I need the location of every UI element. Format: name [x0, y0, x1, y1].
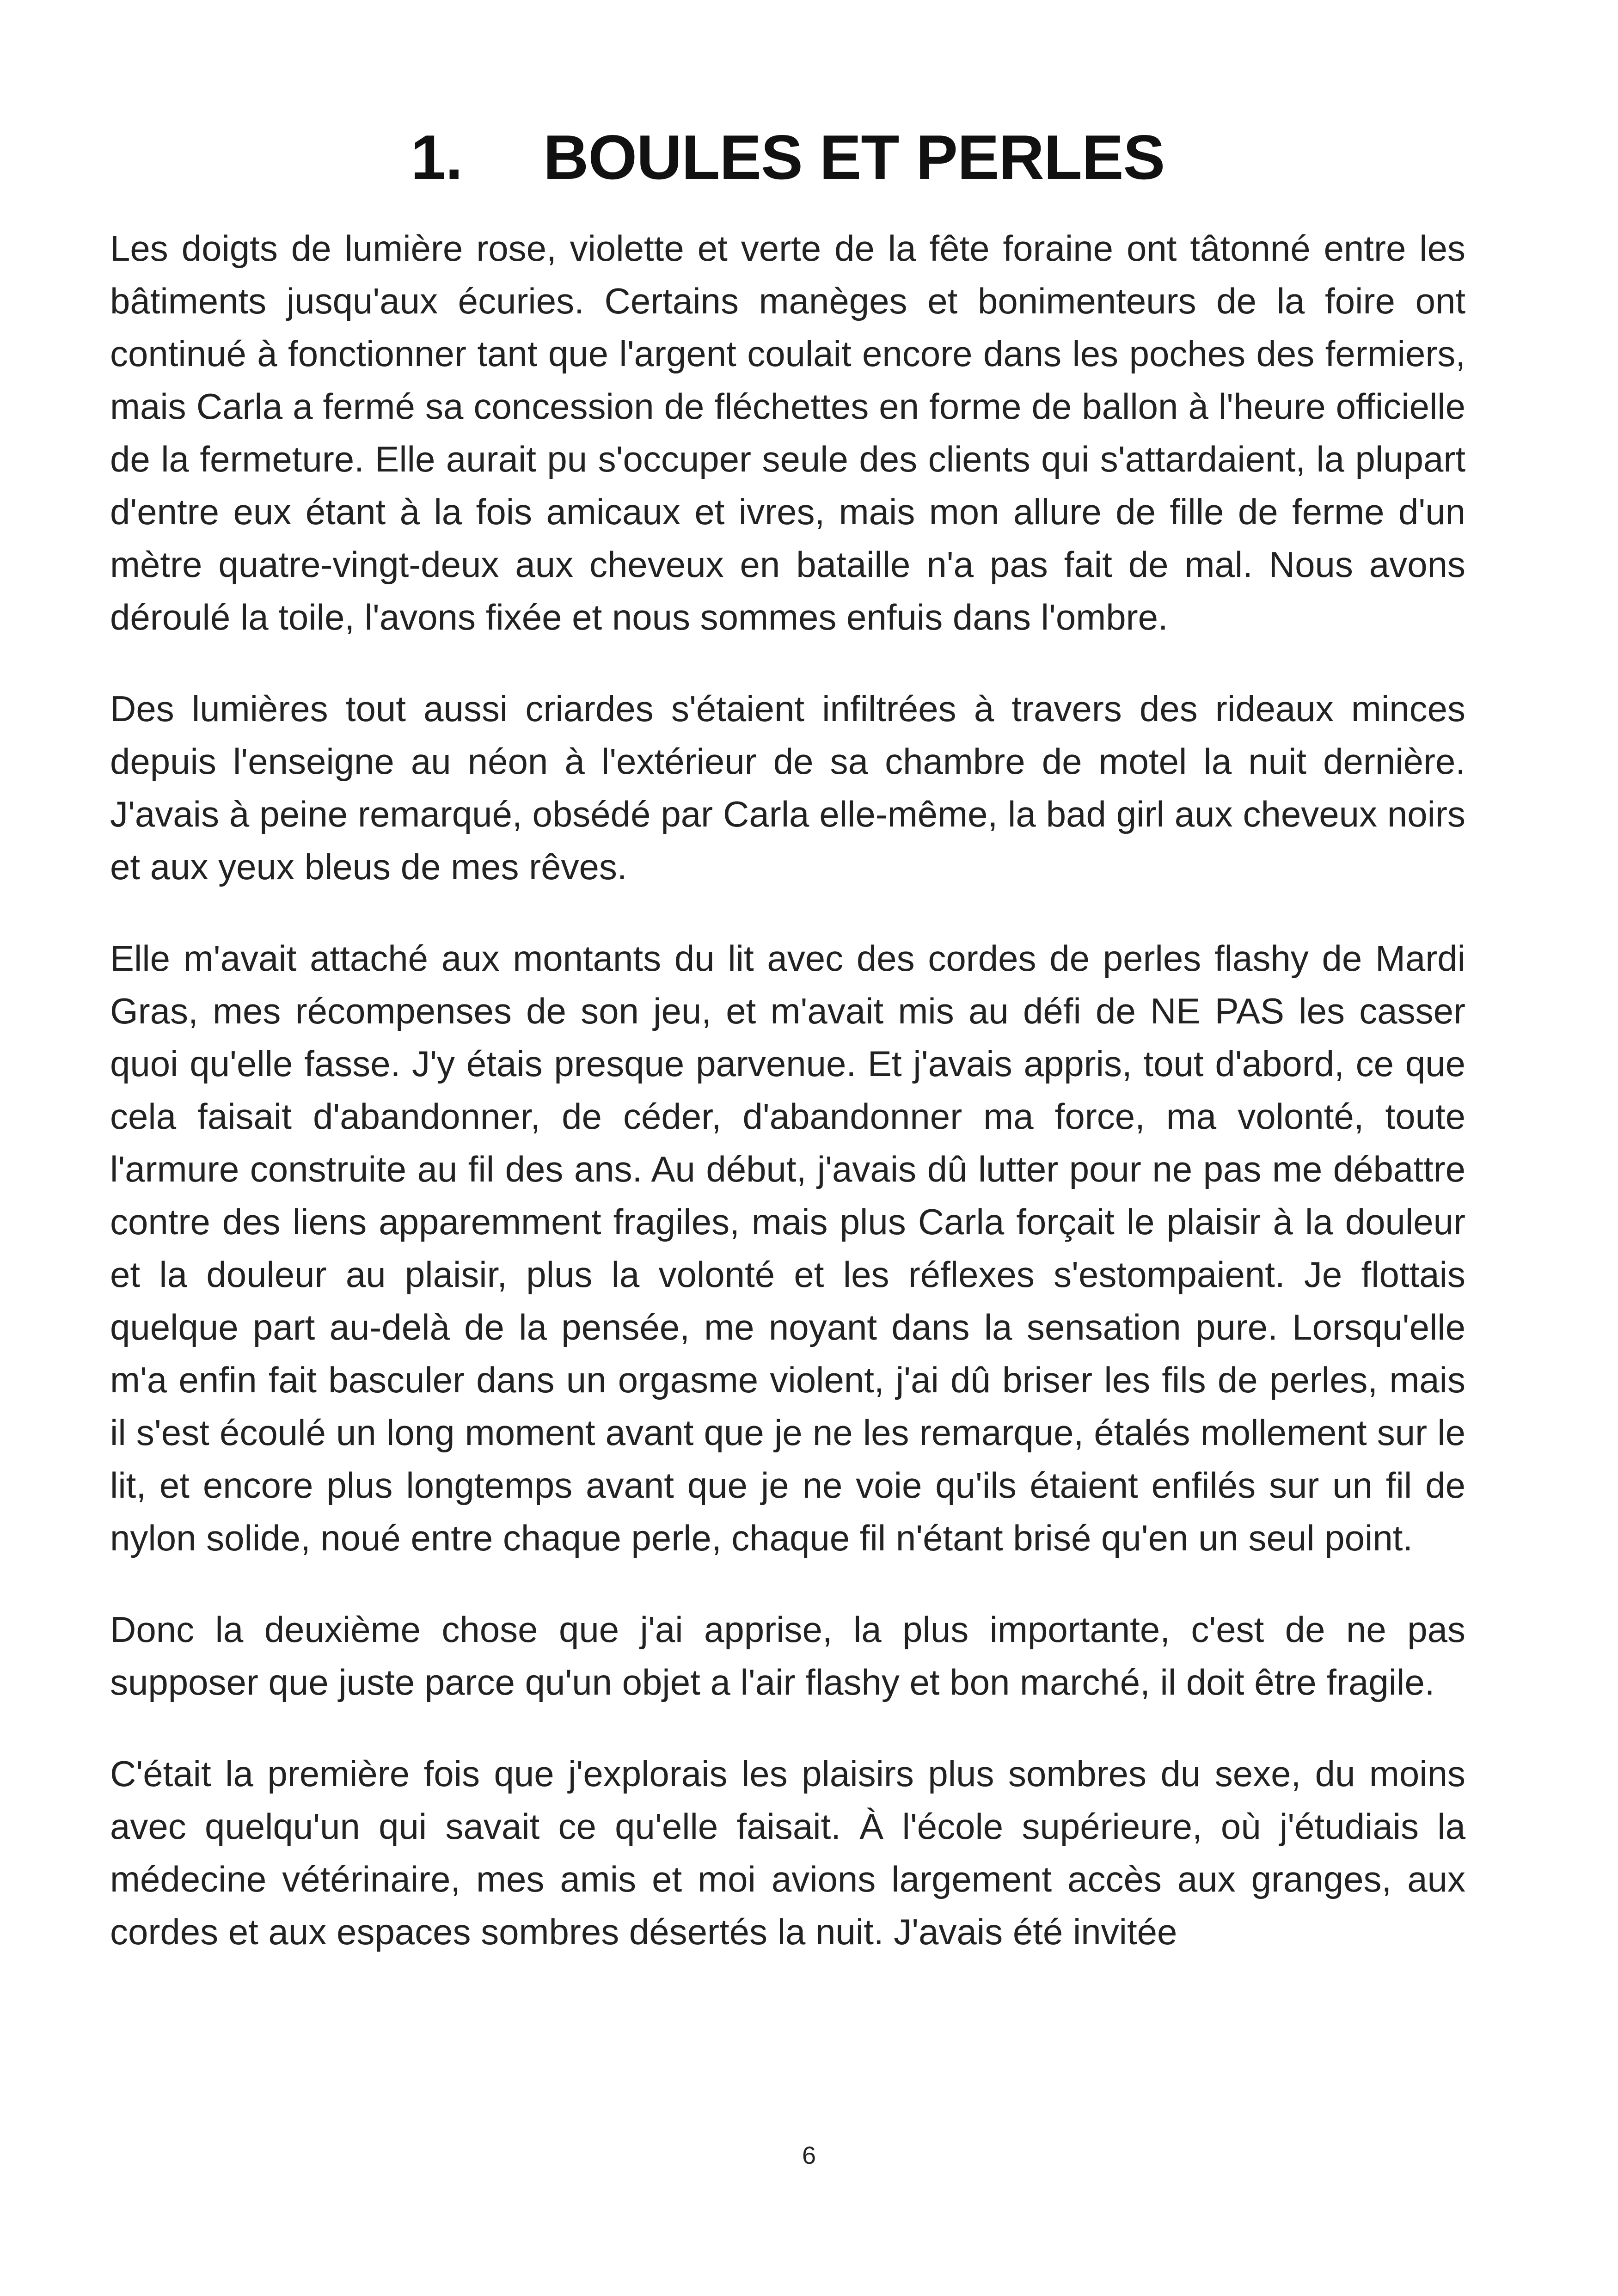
paragraph-1: Les doigts de lumière rose, violette et verte de la fête foraine ont tâtonné entre les bâtiments jusqu'aux écuries. Certains manèges et bonimenteurs de la foire ont continué à fonctionner tant que l'argent coulait encore dans les poches des fermiers, mais Carla a fermé sa concession de fléchettes en forme de ballon à l'heure officielle de la fermeture. Elle aurait pu s'occuper seule des clients qui s'attardaient, la plupart d'entre eux étant à la fois amicaux et ivres, mais mon allure de fille de ferme d'un mètre quatre-vingt-deux aux cheveux en bataille n'a pas fait de mal. Nous avons déroulé la toile, l'avons fixée et nous sommes enfuis dans l'ombre. [110, 228, 1465, 637]
chapter-heading [110, 116, 1465, 199]
chapter-number: 1. [411, 122, 463, 192]
paragraph-4: Donc la deuxième chose que j'ai apprise, la plus importante, c'est de ne pas supposer que juste parce qu'un objet a l'air flashy et bon marché, il doit être fragile. [110, 1609, 1465, 1702]
paragraph-3: Elle m'avait attaché aux montants du lit avec des cordes de perles flashy de Mardi Gras, mes récompenses de son jeu, et m'avait mis au défi de NE PAS les casser quoi qu'elle fasse. J'y étais presque parvenue. Et j'avais appris, tout d'abord, ce que cela faisait d'abandonner, de céder, d'abandonner ma force, ma volonté, toute l'armure construite au fil des ans. Au début, j'avais dû lutter pour ne pas me débattre contre des liens apparemment fragiles, mais plus Carla forçait le plaisir à la douleur et la douleur au plaisir, plus la volonté et les réflexes s'estompaient. Je flottais quelque part au-delà de la pensée, me noyant dans la sensation pure. Lorsqu'elle m'a enfin fait basculer dans un orgasme violent, j'ai dû briser les fils de perles, mais il s'est écoulé un long moment avant que je ne les remarque, étalés mollement sur le lit, et encore plus longtemps avant que je ne voie qu'ils étaient enfilés sur un fil de nylon solide, noué entre chaque perle, chaque fil n'étant brisé qu'en un seul point. [110, 938, 1465, 1558]
paragraph-2: Des lumières tout aussi criardes s'étaient infiltrées à travers des rideaux minces depuis l'enseigne au néon à l'extérieur de sa chambre de motel la nuit dernière. J'avais à peine remarqué, obsédé par Carla elle-même, la bad girl aux cheveux noirs et aux yeux bleus de mes rêves. [110, 688, 1465, 887]
page-number: 6 [802, 2142, 816, 2169]
chapter-body [110, 222, 1465, 1958]
paragraph-5: C'était la première fois que j'explorais les plaisirs plus sombres du sexe, du moins avec quelqu'un qui savait ce qu'elle faisait. À l'école supérieure, où j'étudiais la médecine vétérinaire, mes amis et moi avions largement accès aux granges, aux cordes et aux espaces sombres désertés la nuit. J'avais été invitée [110, 1753, 1465, 1952]
chapter-title: BOULES ET PERLES [543, 122, 1165, 192]
